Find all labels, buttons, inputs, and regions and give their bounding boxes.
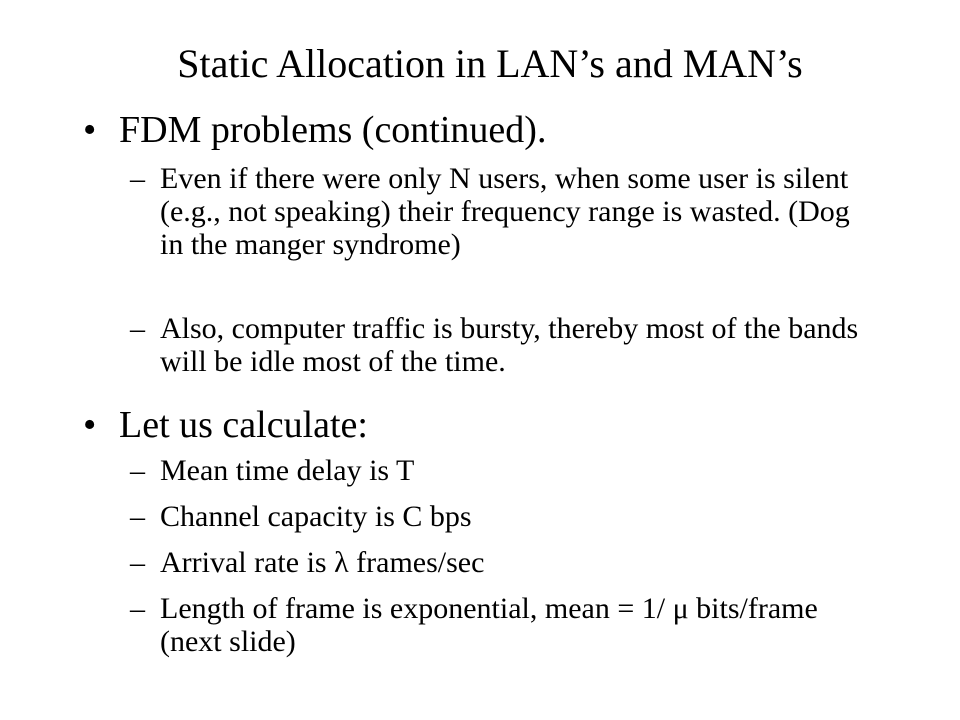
sub-bullet-silent-user [130, 162, 870, 261]
bullet-text: Let us calculate: [119, 404, 368, 446]
sub-bullet-text: Length of frame is exponential, mean = 1/ μ bits/frame (next slide) [160, 592, 818, 658]
dash-marker: – [130, 454, 145, 487]
bullet-text: FDM problems (continued). [119, 109, 547, 151]
slide-title: Static Allocation in LAN’s and MAN’s [177, 41, 803, 86]
dash-marker: – [130, 500, 145, 533]
sub-bullet-text: Arrival rate is λ frames/sec [160, 546, 485, 579]
dash-marker: – [130, 546, 145, 579]
sub-bullet-text: Channel capacity is C bps [160, 500, 472, 533]
sub-bullet-arrival-rate [130, 546, 870, 579]
sub-bullet-frame-length [130, 592, 870, 658]
bullet-dot: • [83, 404, 97, 446]
dash-marker: – [130, 312, 145, 345]
bullet-let-us-calculate [83, 403, 368, 447]
sub-bullet-mean-delay [130, 454, 870, 487]
dash-marker: – [130, 592, 145, 625]
sub-bullet-text: Also, computer traffic is bursty, thereby most of the bands will be idle most of the time. [160, 312, 859, 378]
sub-bullet-text: Even if there were only N users, when some user is silent (e.g., not speaking) their frequency range is wasted. (Dog in the manger syndrome) [160, 162, 850, 261]
bullet-dot: • [83, 109, 97, 151]
sub-bullet-bursty-traffic [130, 312, 870, 378]
bullet-fdm-problems [83, 108, 546, 152]
sub-bullet-channel-capacity [130, 500, 870, 533]
dash-marker: – [130, 162, 145, 195]
sub-bullet-text: Mean time delay is T [160, 454, 415, 487]
